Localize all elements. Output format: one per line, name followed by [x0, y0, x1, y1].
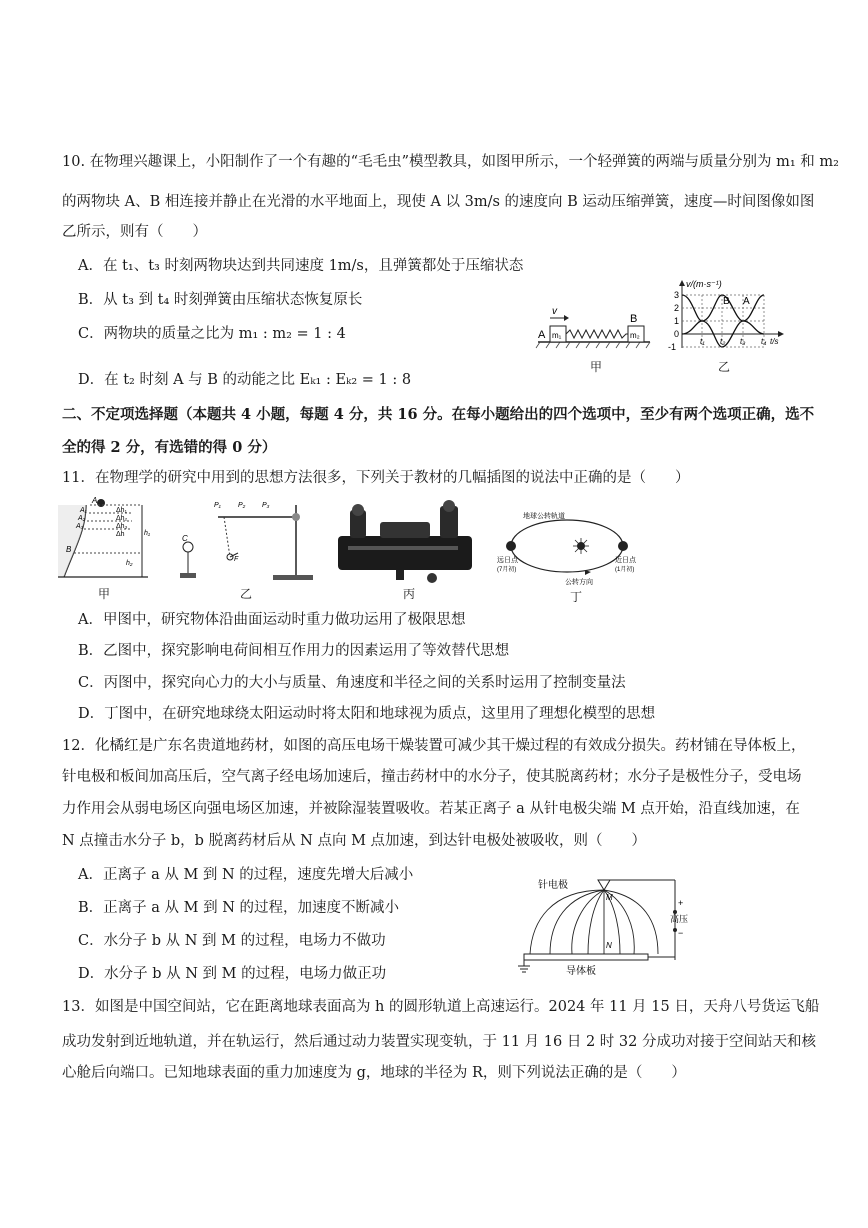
q13-stem-line1: 13．如图是中国空间站，它在距离地球表面高为 h 的圆形轨道上高速运行。2024 年 11 月 15 日，天舟八号货运飞船 — [62, 999, 820, 1015]
q11-stem: 11．在物理学的研究中用到的思想方法很多，下列关于教材的几幅插图的说法中正确的是（ ） — [62, 470, 690, 486]
label-m2: m₂ — [630, 331, 640, 340]
svg-text:Δh: Δh — [116, 531, 125, 538]
direction-label: 公转方向 — [565, 579, 593, 586]
q10-caption-jia: 甲 — [590, 360, 603, 374]
q11-option-c: C．丙图中，探究向心力的大小与质量、角速度和半径之间的关系时运用了控制变量法 — [78, 675, 626, 691]
label-a: A — [538, 329, 546, 341]
q11-figure-yi — [178, 495, 318, 585]
label-b: B — [630, 313, 638, 325]
hv-label: 高压 — [670, 914, 689, 924]
q12-option-c: C．水分子 b 从 N 到 M 的过程，电场力不做功 — [78, 933, 386, 949]
svg-text:A₃: A₃ — [76, 523, 84, 530]
q13-stem-line2: 成功发射到近地轨道，并在轨运行，然后通过动力装置实现变轨，于 11 月 16 日 2 时 32 分成功对接于空间站天和核 — [62, 1034, 816, 1050]
near-point-time: (1月初) — [615, 567, 635, 573]
curve-b-label: B — [723, 296, 730, 307]
q10-caption-yi: 乙 — [718, 360, 731, 374]
q10-stem-line1: 10. 在物理兴趣课上，小阳制作了一个有趣的“毛毛虫”模型教具，如图甲所示，一个轻弹簧的两端与质量分别为 m₁ 和 m₂ — [62, 154, 839, 170]
xlabel: t/s — [770, 337, 779, 346]
ylabel: v/(m·s⁻¹) — [686, 279, 722, 289]
spring — [566, 330, 628, 338]
near-point-label: 近日点 — [615, 557, 636, 564]
svg-text:h₁: h₁ — [144, 530, 151, 537]
q12-stem-line2: 针电极和板间加高压后，空气离子经电场加速后，撞击药材中的水分子，使其脱离药材；水分子是极性分子，受电场 — [62, 769, 802, 785]
xtick-t3: t₃ — [740, 337, 746, 346]
plus-label: + — [678, 898, 684, 908]
far-point-label: 远日点 — [497, 557, 518, 564]
q11-option-a: A．甲图中，研究物体沿曲面运动时重力做功运用了极限思想 — [78, 612, 466, 628]
q12-stem-line4: N 点撞击水分子 b，b 脱离药材后从 N 点向 M 点加速，到达针电极处被吸收，则（ ） — [62, 833, 647, 849]
q11-caption-bing: 丙 — [403, 587, 416, 601]
label-m1: m₁ — [552, 331, 562, 340]
svg-text:Δh₃: Δh₃ — [116, 523, 128, 530]
q11-caption-ding: 丁 — [570, 590, 583, 604]
q10-figure-yi — [660, 278, 790, 358]
q11-figure-ding — [495, 508, 645, 588]
q10-option-c: C．两物块的质量之比为 m₁ : m₂ = 1 : 4 — [78, 326, 346, 342]
q11-caption-yi: 乙 — [240, 587, 253, 601]
q10-option-b: B．从 t₃ 到 t₄ 时刻弹簧由压缩状态恢复原长 — [78, 292, 363, 308]
svg-text:C: C — [182, 534, 188, 543]
q12-option-d: D．水分子 b 从 N 到 M 的过程，电场力做正功 — [78, 966, 387, 982]
point-n: N — [606, 941, 612, 950]
svg-text:F: F — [234, 556, 239, 563]
q11-figure-jia — [56, 495, 156, 585]
svg-text:A₁: A₁ — [80, 507, 87, 514]
svg-text:P₁: P₁ — [214, 502, 221, 509]
ytick-neg1: -1 — [668, 342, 677, 352]
svg-text:Δh₁: Δh₁ — [116, 507, 127, 514]
section2-heading-line2: 全的得 2 分，有选错的得 0 分） — [62, 439, 277, 456]
svg-text:P₃: P₃ — [262, 502, 270, 509]
section2-heading-line1: 二、不定项选择题（本题共 4 小题，每题 4 分，共 16 分。在每小题给出的四个选项中，至少有两个选项正确，选不 — [62, 406, 815, 423]
plate-label: 导体板 — [566, 966, 596, 977]
svg-text:h₂: h₂ — [126, 560, 133, 567]
q11-option-d: D．丁图中，在研究地球绕太阳运动时将太阳和地球视为质点，这里用了理想化模型的思想 — [78, 706, 656, 722]
ytick-0: 0 — [674, 329, 680, 339]
ytick-1: 1 — [674, 316, 680, 326]
q12-stem-line1: 12．化橘红是广东名贵道地药材，如图的高压电场干燥装置可减少其干燥过程的有效成分损失。药材铺在导体板上， — [62, 738, 806, 754]
q11-caption-jia: 甲 — [98, 587, 111, 601]
point-m: M — [606, 893, 613, 902]
xtick-t4: t₄ — [761, 337, 767, 346]
q11-figure-bing — [336, 496, 476, 584]
ytick-2: 2 — [674, 303, 680, 313]
xtick-t1: t₁ — [700, 337, 705, 346]
q10-option-a: A．在 t₁、t₃ 时刻两物块达到共同速度 1m/s，且弹簧都处于压缩状态 — [78, 258, 524, 274]
minus-label: − — [678, 928, 684, 938]
orbit-label: 地球公转轨道 — [523, 513, 565, 520]
q11-option-b: B．乙图中，探究影响电荷间相互作用力的因素运用了等效替代思想 — [78, 643, 510, 659]
ytick-3: 3 — [674, 290, 680, 300]
far-point-time: (7月初) — [497, 567, 517, 573]
q12-figure — [510, 872, 690, 980]
svg-text:A: A — [92, 496, 98, 505]
svg-text:A₂: A₂ — [78, 515, 86, 522]
curve-a-label: A — [743, 296, 750, 307]
svg-text:P₂: P₂ — [238, 502, 246, 509]
q12-option-b: B．正离子 a 从 M 到 N 的过程，加速度不断减小 — [78, 900, 399, 916]
needle-label: 针电极 — [538, 880, 568, 891]
velocity-label: v — [552, 306, 557, 317]
q12-option-a: A．正离子 a 从 M 到 N 的过程，速度先增大后减小 — [78, 867, 414, 883]
xtick-t2: t₂ — [720, 337, 726, 346]
svg-text:B: B — [66, 545, 72, 554]
svg-text:Δh₂: Δh₂ — [116, 515, 128, 522]
q12-stem-line3: 力作用会从弱电场区向强电场区加速，并被除湿装置吸收。若某正离子 a 从针电极尖端 M 点开始，沿直线加速，在 — [62, 801, 800, 817]
q10-stem-line3: 乙所示，则有（ ） — [62, 224, 207, 240]
q10-option-d: D．在 t₂ 时刻 A 与 B 的动能之比 Eₖ₁ : Eₖ₂ = 1 : 8 — [78, 372, 412, 388]
q10-stem-line2: 的两物块 A、B 相连接并静止在光滑的水平地面上，现使 A 以 3m/s 的速度向 B 运动压缩弹簧，速度—时间图像如图 — [62, 194, 815, 210]
q13-stem-line3: 心舱后向端口。已知地球表面的重力加速度为 g，地球的半径为 R，则下列说法正确的是（ ） — [62, 1065, 686, 1081]
